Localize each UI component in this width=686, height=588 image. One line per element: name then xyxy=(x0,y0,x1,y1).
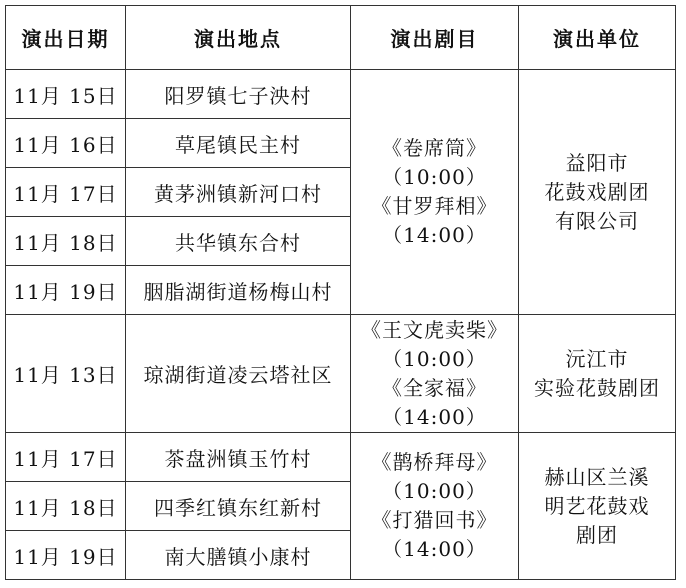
unit-cell xyxy=(519,70,676,315)
unit-cell xyxy=(519,433,676,580)
date-cell: 11月 13日 xyxy=(6,315,126,433)
place-cell: 茶盘洲镇玉竹村 xyxy=(126,433,351,482)
program-title: 《全家福》 xyxy=(382,375,487,400)
place-cell: 胭脂湖街道杨梅山村 xyxy=(126,266,351,315)
unit-line: 赫山区兰溪 xyxy=(544,464,650,489)
program-time: （14:00） xyxy=(382,404,487,429)
date-cell: 11月 17日 xyxy=(6,433,126,482)
place-cell: 四季红镇东红新村 xyxy=(126,482,351,531)
place-cell: 阳罗镇七子泱村 xyxy=(126,70,351,119)
place-cell: 共华镇东合村 xyxy=(126,217,351,266)
place-cell: 南大膳镇小康村 xyxy=(126,531,351,580)
program-time: （10:00） xyxy=(382,165,487,189)
program-cell xyxy=(351,315,519,433)
header-unit: 演出单位 xyxy=(519,6,676,70)
header-program: 演出剧目 xyxy=(351,6,519,70)
performance-schedule-table xyxy=(5,5,676,580)
unit-line: 花鼓戏剧团 xyxy=(544,179,650,204)
date-cell: 11月 16日 xyxy=(6,119,126,168)
place-cell: 黄茅洲镇新河口村 xyxy=(126,168,351,217)
date-cell: 11月 18日 xyxy=(6,482,126,531)
program-time: （10:00） xyxy=(382,479,487,503)
program-time: （10:00） xyxy=(382,346,487,371)
header-row xyxy=(6,6,676,70)
date-cell: 11月 18日 xyxy=(6,217,126,266)
program-title: 《甘罗拜相》 xyxy=(371,194,498,218)
place-cell: 琼湖街道凌云塔社区 xyxy=(126,315,351,433)
program-title: 《王文虎卖柴》 xyxy=(361,317,508,342)
program-time: （14:00） xyxy=(382,537,487,561)
date-cell: 11月 19日 xyxy=(6,531,126,580)
program-cell xyxy=(351,433,519,580)
program-cell xyxy=(351,70,519,315)
unit-line: 沅江市 xyxy=(565,346,629,371)
date-cell: 11月 17日 xyxy=(6,168,126,217)
header-place: 演出地点 xyxy=(126,6,351,70)
unit-line: 剧团 xyxy=(576,522,618,547)
unit-line: 有限公司 xyxy=(555,208,639,233)
program-title: 《鹊桥拜母》 xyxy=(371,450,498,474)
place-cell: 草尾镇民主村 xyxy=(126,119,351,168)
program-title: 《打猎回书》 xyxy=(371,508,498,532)
table-row xyxy=(6,70,676,119)
header-date: 演出日期 xyxy=(6,6,126,70)
date-cell: 11月 19日 xyxy=(6,266,126,315)
date-cell: 11月 15日 xyxy=(6,70,126,119)
unit-cell xyxy=(519,315,676,433)
program-title: 《卷席筒》 xyxy=(382,136,487,160)
unit-line: 实验花鼓剧团 xyxy=(534,375,660,400)
unit-line: 益阳市 xyxy=(565,150,629,175)
program-time: （14:00） xyxy=(382,223,487,247)
table-row xyxy=(6,315,676,433)
table-row xyxy=(6,433,676,482)
unit-line: 明艺花鼓戏 xyxy=(544,493,650,518)
